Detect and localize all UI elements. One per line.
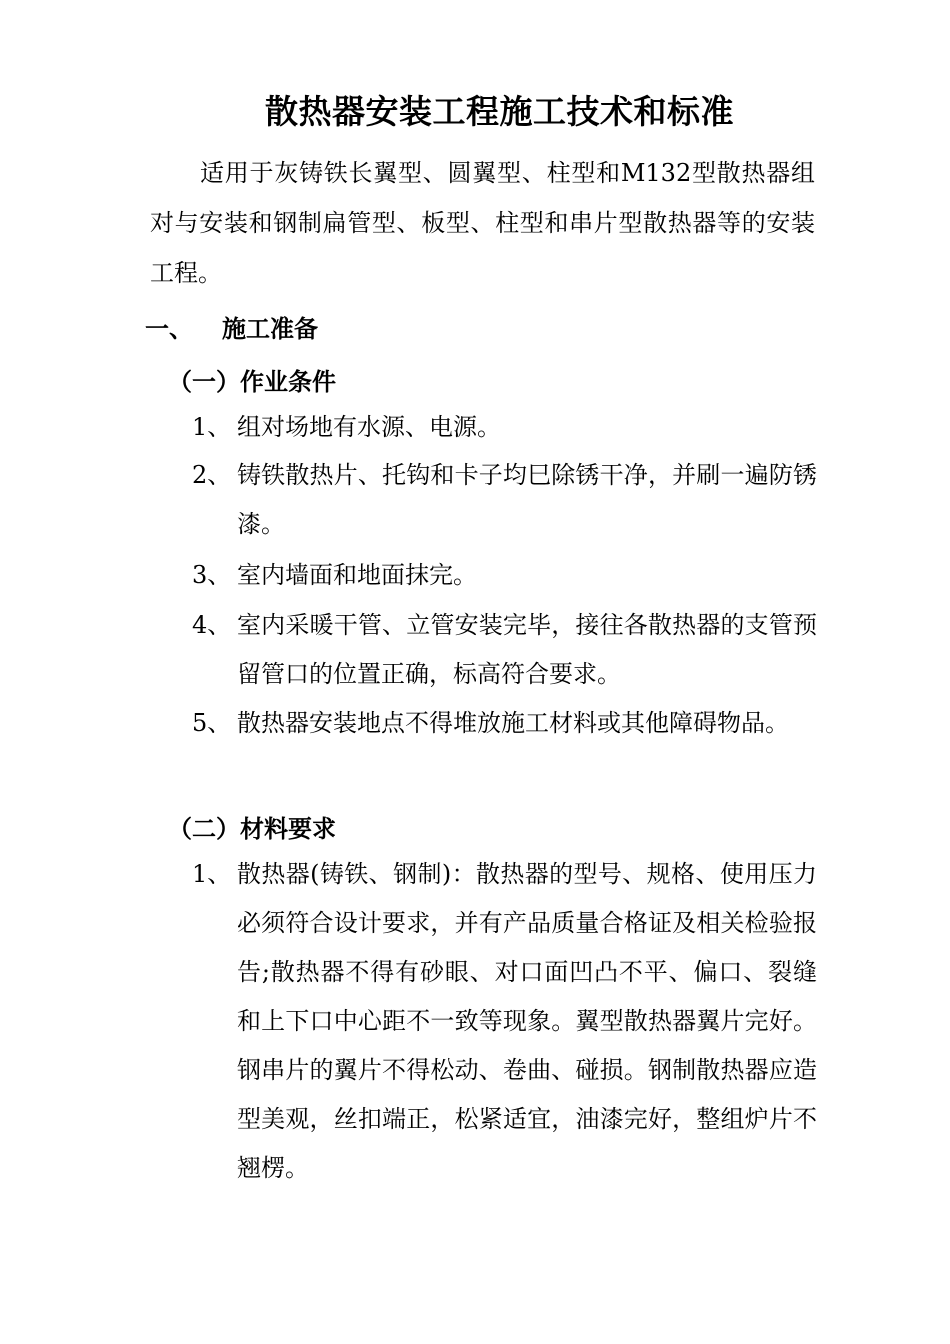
list-item (192, 601, 817, 699)
list-item-number: 3、 (192, 561, 232, 589)
section-heading-1 (145, 309, 318, 344)
section-title: 施工准备 (222, 314, 318, 343)
list-item-text: 室内采暖干管、立管安装完毕，接往各散热器的支管预留管口的位置正确，标高符合要求。 (237, 611, 817, 688)
list-item-number: 1、 (192, 413, 232, 441)
list-item-number: 5、 (192, 709, 232, 737)
list-item (192, 451, 817, 549)
list-item (192, 551, 817, 600)
list-item-number: 1、 (192, 860, 232, 888)
subsection-heading-materials: （二）材料要求 (168, 814, 336, 843)
document-title: 散热器安装工程施工技术和标准 (265, 92, 734, 131)
list-item-text: 散热器(铸铁、钢制)：散热器的型号、规格、使用压力必须符合设计要求，并有产品质量合格证及相关检验报告;散热器不得有砂眼、对口面凹凸不平、偏口、裂缝和上下口中心距不一致等现象。翼型散热器翼片完好。钢串片的翼片不得松动、卷曲、碰损。钢制散热器应造型美观，丝扣端正，松紧适宜，油漆完好，整组炉片不翘楞。 (237, 860, 817, 1182)
section-number: 一、 (145, 314, 193, 343)
intro-paragraph: 适用于灰铸铁长翼型、圆翼型、柱型和M132型散热器组对与安装和钢制扁管型、板型、柱型和串片型散热器等的安装工程。 (150, 159, 815, 287)
list-item (192, 699, 817, 748)
subsection-heading-conditions: （一）作业条件 (168, 367, 336, 396)
list-item-text: 室内墙面和地面抹完。 (237, 561, 477, 589)
list-item-text: 散热器安装地点不得堆放施工材料或其他障碍物品。 (237, 709, 789, 737)
list-item-number: 4、 (192, 611, 232, 639)
list-item-text: 组对场地有水源、电源。 (237, 413, 501, 441)
list-item (192, 403, 817, 452)
list-item-text: 铸铁散热片、托钩和卡子均巳除锈干净，并刷一遍防锈漆。 (237, 461, 817, 538)
list-item-number: 2、 (192, 461, 232, 489)
list-item (192, 850, 817, 1193)
